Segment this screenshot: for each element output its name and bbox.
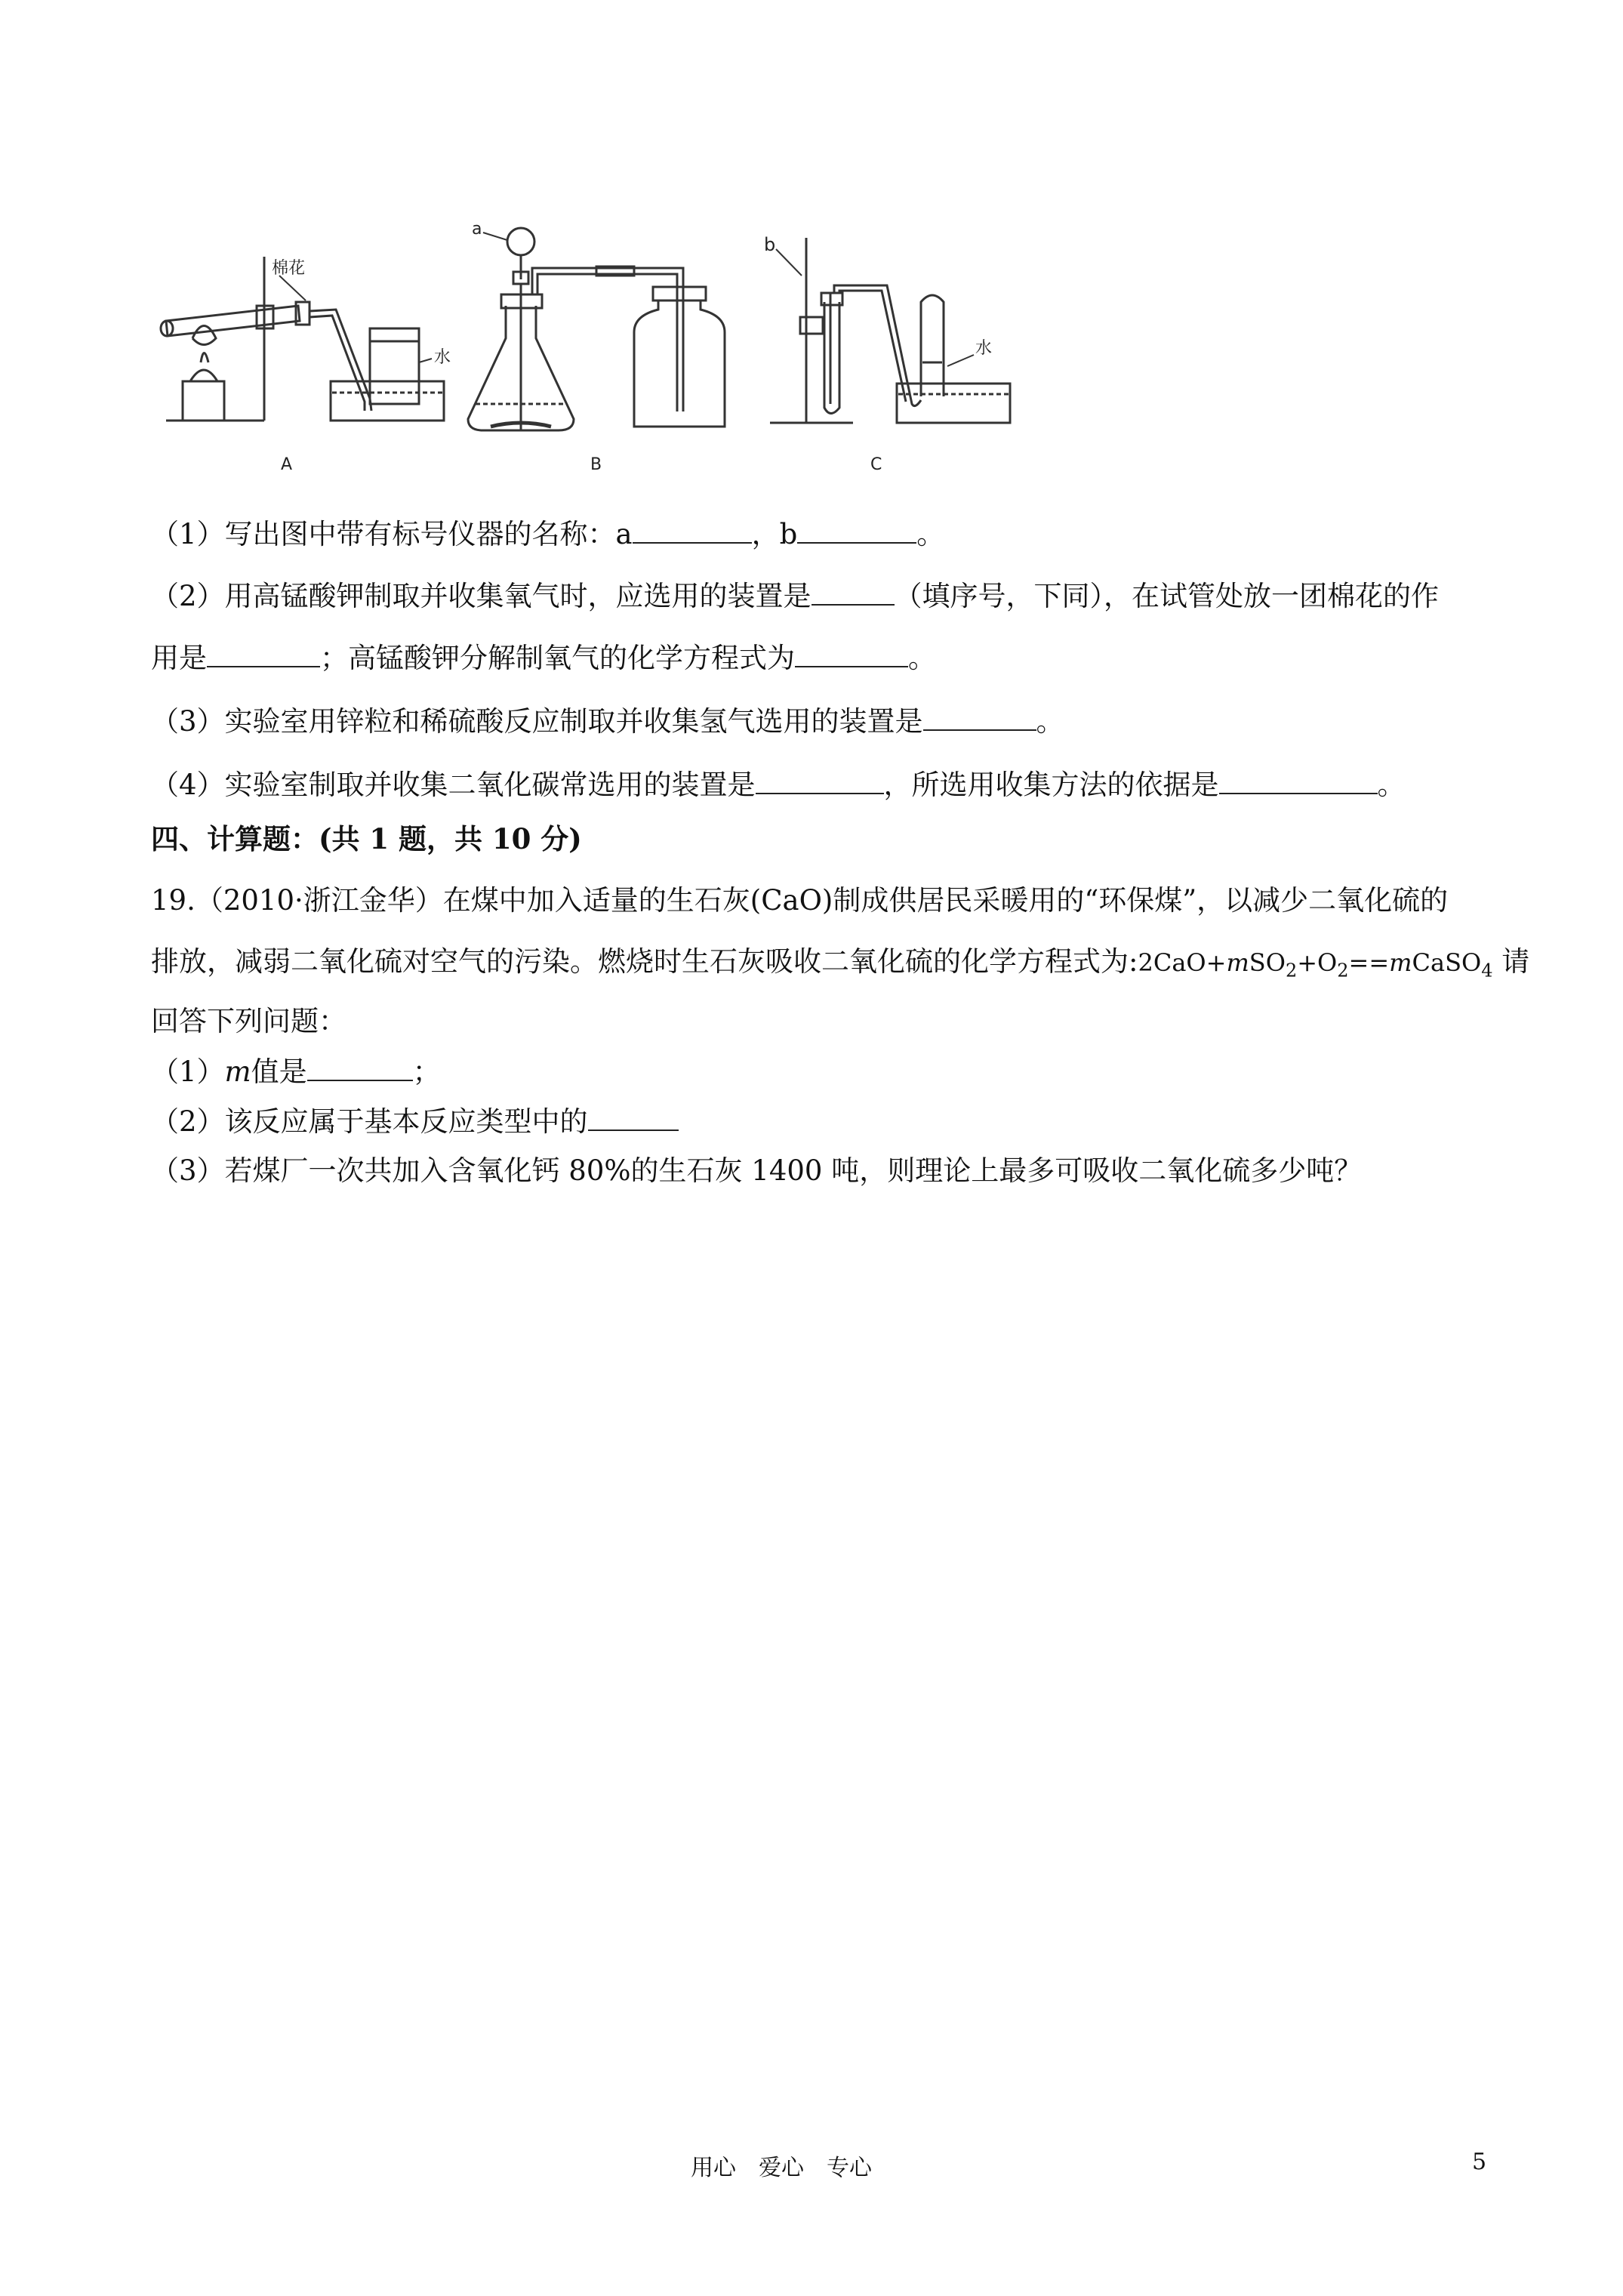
q18-part3: （3）实验室用锌粒和稀硫酸反应制取并收集氢气选用的装置是 。 bbox=[151, 702, 1064, 741]
section-4-heading: 四、计算题：(共 1 题，共 10 分) bbox=[151, 822, 582, 855]
label-b: b bbox=[764, 234, 776, 255]
answer-blank-kmno4-equation[interactable] bbox=[795, 639, 908, 667]
label-water-c: 水 bbox=[975, 339, 993, 358]
q18-part2-line1: （2）用高锰酸钾制取并收集氧气时，应选用的装置是 （填序号，下同），在试管处放一团棉花的作 bbox=[151, 577, 1439, 615]
answer-blank-b[interactable] bbox=[797, 515, 916, 544]
answer-blank-reaction-type[interactable] bbox=[588, 1102, 679, 1131]
q18-part4: （4）实验室制取并收集二氧化碳常选用的装置是 ，所选用收集方法的依据是 。 bbox=[151, 766, 1406, 804]
apparatus-b bbox=[468, 228, 725, 430]
answer-blank-m-value[interactable] bbox=[307, 1052, 413, 1081]
answer-blank-co2-device[interactable] bbox=[756, 766, 884, 794]
q19-line3: 回答下列问题： bbox=[151, 1005, 346, 1037]
q19-sub3: （3）若煤厂一次共加入含氧化钙 80%的生石灰 1400 吨，则理论上最多可吸收二氧化硫多少吨？ bbox=[151, 1154, 1363, 1187]
label-a: a bbox=[472, 220, 482, 239]
caption-c: C bbox=[870, 455, 882, 474]
q19-sub2: （2）该反应属于基本反应类型中的 bbox=[151, 1102, 679, 1141]
answer-blank-co2-basis[interactable] bbox=[1219, 766, 1378, 794]
q19-line2: 排放，减弱二氧化硫对空气的污染。燃烧时生石灰吸收二氧化硫的化学方程式为$:2CaO+mSO_2+O_2==mCaSO_4$ 请 bbox=[151, 945, 1530, 982]
answer-blank-kmno4-device[interactable] bbox=[812, 577, 895, 606]
q19-line1: 19.（2010·浙江金华）在煤中加入适量的生石灰(CaO)制成供居民采暖用的“环保煤”，以减少二氧化硫的 bbox=[151, 884, 1449, 917]
answer-blank-a[interactable] bbox=[633, 515, 752, 544]
answer-blank-hydrogen-device[interactable] bbox=[923, 702, 1036, 731]
apparatus-figure bbox=[151, 204, 1042, 491]
footer-motto: 用心 爱心 专心 bbox=[691, 2155, 872, 2181]
q18-part2-line2: 用是 ；高锰酸钾分解制氧气的化学方程式为 。 bbox=[151, 639, 936, 677]
apparatus-drawing bbox=[151, 204, 1042, 491]
caption-a: A bbox=[281, 455, 293, 474]
label-water-a: 水 bbox=[434, 348, 451, 367]
apparatus-a bbox=[161, 257, 444, 421]
page-number: 5 bbox=[1472, 2149, 1487, 2175]
q18-part1: （1）写出图中带有标号仪器的名称：a ，b 。 bbox=[151, 515, 944, 553]
chemical-equation: $2CaO+mSO_2+O_2==mCaSO_4$ bbox=[1138, 948, 1493, 982]
apparatus-c bbox=[770, 238, 1010, 423]
caption-b: B bbox=[590, 455, 602, 474]
q19-sub1: （1）m值是 ； bbox=[151, 1052, 441, 1091]
answer-blank-cotton-purpose[interactable] bbox=[207, 639, 320, 667]
label-cotton: 棉花 bbox=[272, 259, 306, 278]
